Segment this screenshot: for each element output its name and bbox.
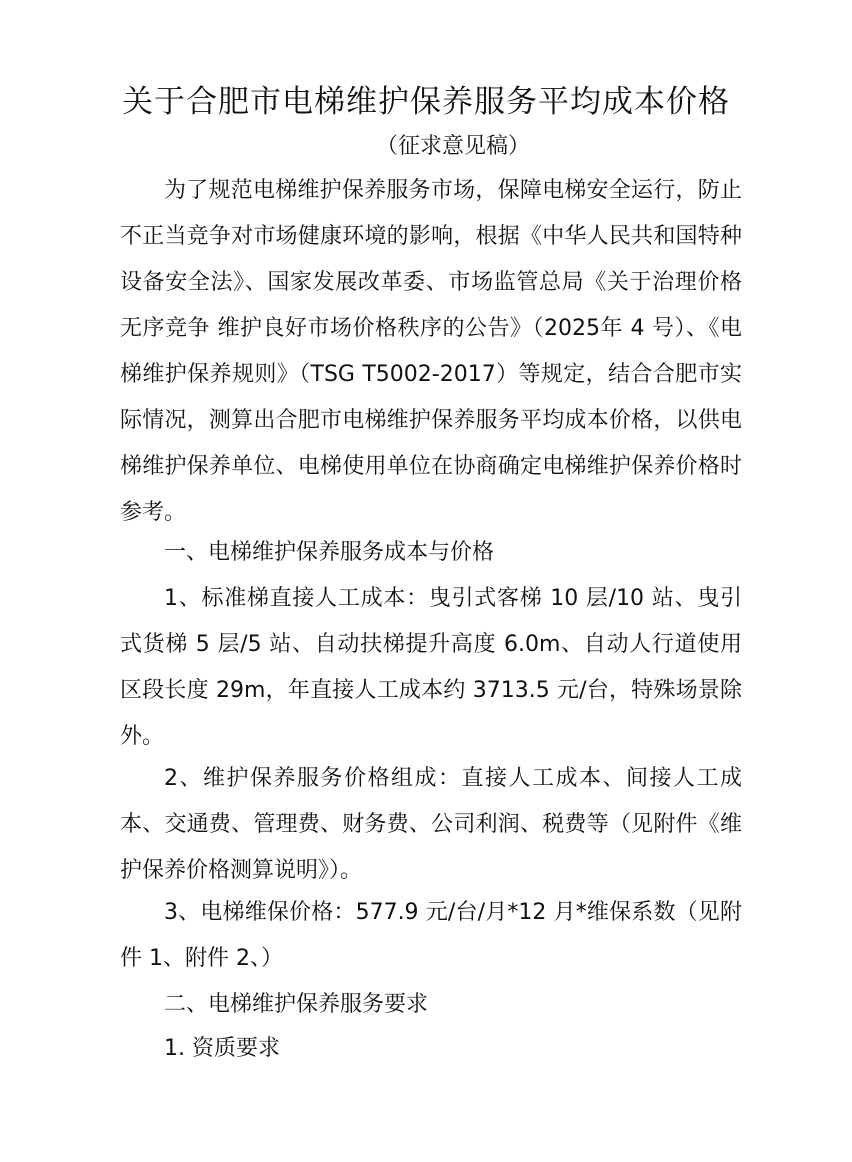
- item2-paragraph: 2、维护保养服务价格组成：直接人工成本、间接人工成本、交通费、管理费、财务费、公司利润、税费等（见附件《维护保养价格测算说明》）。: [120, 766, 742, 883]
- intro-paragraph: 为了规范电梯维护保养服务市场，保障电梯安全运行，防止不正当竞争对市场健康环境的影响，根据《中华人民共和国特种设备安全法》、国家发展改革委、市场监管总局《关于治理价格无序竞争 维护良好市场价格秩序的公告》（2025年 4 号）、《电梯维护保养规则》（TSG T5002-2017）等规定，结合合肥市实际情况，测算出合肥市电梯维护保养服务平均成本价格，以供电梯维护保养单位、电梯使用单位在协商确定电梯维护保养价格时参考。: [120, 178, 742, 525]
- document-subtitle: （征求意见稿）: [376, 134, 531, 159]
- qualification-subheading: 1. 资质要求: [164, 1036, 280, 1061]
- document-title: 关于合肥市电梯维护保养服务平均成本价格: [122, 84, 730, 120]
- section1-heading: 一、电梯维护保养服务成本与价格: [164, 540, 495, 565]
- item1-paragraph: 1、标准梯直接人工成本：曳引式客梯 10 层/10 站、曳引式货梯 5 层/5 站、自动扶梯提升高度 6.0m、自动人行道使用区段长度 29m，年直接人工成本约 3713.5 元/台，特殊场景除外。: [120, 586, 742, 749]
- section2-heading: 二、电梯维护保养服务要求: [164, 992, 429, 1017]
- item3-paragraph: 3、电梯维保价格：577.9 元/台/月*12 月*维保系数（见附件 1、附件 2、）: [120, 900, 742, 971]
